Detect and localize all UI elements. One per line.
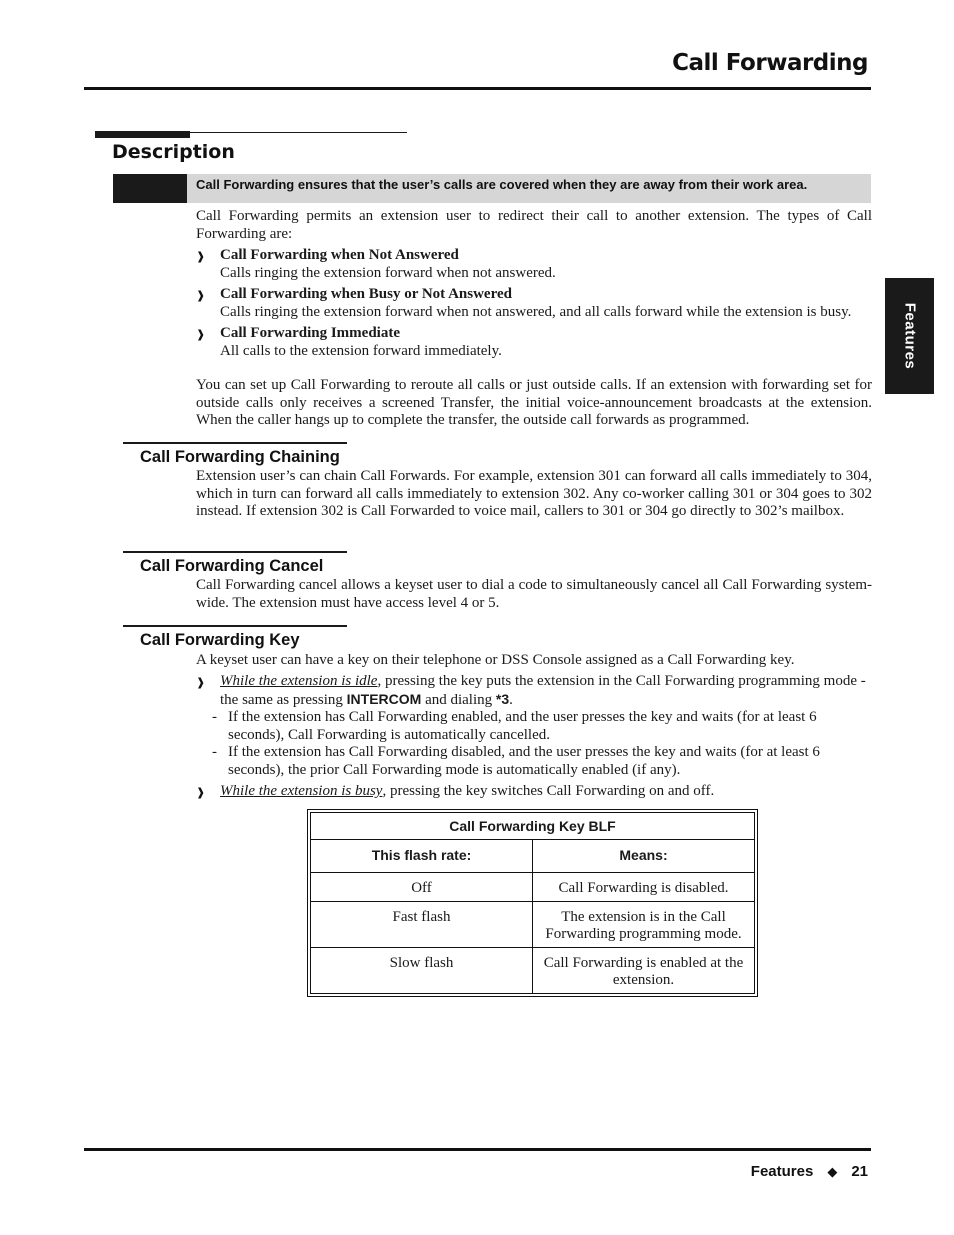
subsection-rule xyxy=(123,551,347,553)
idle-lead: While the extension is idle xyxy=(220,673,378,689)
list-item xyxy=(196,673,872,779)
intercom-key-label: INTERCOM xyxy=(346,690,422,707)
bullet-icon: ❱ xyxy=(196,289,206,302)
idle-text: , pressing the key puts the extension in the Call Forwarding programming mode - the same as pressing xyxy=(220,673,866,708)
subsection-rule xyxy=(123,442,347,444)
key-behaviour-list xyxy=(196,673,872,805)
cell-rate: Off xyxy=(311,873,533,902)
list-item-desc: Calls ringing the extension forward when not answered. xyxy=(220,264,556,281)
list-item-desc: Calls ringing the extension forward when not answered, and all calls forward while the extension is busy. xyxy=(220,303,852,320)
summary-marker xyxy=(113,174,187,203)
list-item xyxy=(196,286,872,321)
types-list xyxy=(196,247,872,364)
diamond-icon: ◆ xyxy=(827,1165,838,1180)
side-tab xyxy=(885,278,934,394)
side-tab-label: Features xyxy=(901,302,918,370)
dash-marker: - xyxy=(212,744,217,760)
outside-calls-paragraph: You can set up Call Forwarding to reroute all calls or just outside calls. If an extension with forwarding set for outside calls only receives a screened Transfer, the initial voice-announcement broadcasts at the extension. When the caller hangs up to complete the transfer, the outside call forwards as programmed. xyxy=(196,377,872,428)
page-number: 21 xyxy=(851,1163,868,1180)
subsection-heading-cancel: Call Forwarding Cancel xyxy=(140,557,324,575)
dash-text: If the extension has Call Forwarding disabled, and the user presses the key and waits (for at least 6 seconds), the prior Call Forwarding mode is automatically enabled (if any). xyxy=(228,744,820,778)
dial-code: *3 xyxy=(495,690,510,707)
column-header-means: Means: xyxy=(533,840,755,873)
subsection-heading-key: Call Forwarding Key xyxy=(140,631,300,649)
idle-text-2: and dialing xyxy=(421,691,496,708)
header-rule xyxy=(84,87,871,90)
section-heading: Description xyxy=(112,141,235,163)
idle-end: . xyxy=(509,691,513,708)
key-intro: A keyset user can have a key on their telephone or DSS Console assigned as a Call Forwarding key. xyxy=(196,652,795,668)
list-item-title: Call Forwarding Immediate xyxy=(220,325,400,341)
list-item xyxy=(196,325,872,360)
cancel-paragraph: Call Forwarding cancel allows a keyset user to dial a code to simultaneously cancel all Call Forwarding system-wide. The extension must have access level 4 or 5. xyxy=(196,577,872,611)
section-rule-thin xyxy=(95,132,407,133)
busy-text: , pressing the key switches Call Forwarding on and off. xyxy=(382,783,715,799)
cell-means: Call Forwarding is disabled. xyxy=(533,873,755,902)
footer-section: Features xyxy=(750,1163,814,1180)
dash-text: If the extension has Call Forwarding enabled, and the user presses the key and waits (for at least 6 seconds), Call Forwarding is automatically cancelled. xyxy=(228,709,817,743)
page-title: Call Forwarding xyxy=(672,50,868,76)
cell-means: The extension is in the Call Forwarding programming mode. xyxy=(533,902,755,948)
intro-paragraph: Call Forwarding permits an extension user to redirect their call to another extension. The types of Call Forwarding are: xyxy=(196,208,872,242)
list-item-title: Call Forwarding when Not Answered xyxy=(220,247,459,263)
column-header-rate: This flash rate: xyxy=(311,840,533,873)
list-item-title: Call Forwarding when Busy or Not Answered xyxy=(220,286,512,302)
dash-marker: - xyxy=(212,709,217,725)
bullet-icon: ❱ xyxy=(196,676,206,689)
dash-item xyxy=(196,709,872,744)
footer xyxy=(751,1163,868,1180)
cell-rate: Slow flash xyxy=(311,948,533,994)
bullet-icon: ❱ xyxy=(196,786,206,799)
bullet-icon: ❱ xyxy=(196,328,206,341)
footer-rule xyxy=(84,1148,871,1151)
cell-rate: Fast flash xyxy=(311,902,533,948)
list-item xyxy=(196,247,872,282)
dash-item xyxy=(196,744,872,779)
summary-banner: Call Forwarding ensures that the user’s calls are covered when they are away from their work area. xyxy=(187,174,871,203)
table-row xyxy=(311,902,755,948)
cell-means: Call Forwarding is enabled at the extension. xyxy=(533,948,755,994)
subsection-rule xyxy=(123,625,347,627)
blf-table xyxy=(307,809,758,997)
list-item-desc: All calls to the extension forward immediately. xyxy=(220,342,502,359)
list-item xyxy=(196,783,872,801)
busy-lead: While the extension is busy xyxy=(220,783,383,799)
chaining-paragraph: Extension user’s can chain Call Forwards. For example, extension 301 can forward all calls immediately to 304, which in turn can forward all calls immediately to extension 302. Any co-worker calling 301 or 304 goes to 302 instead. If extension 302 is Call Forwarded to voice mail, callers to 301 or 304 go directly to 302’s mailbox. xyxy=(196,468,872,519)
table-row xyxy=(311,948,755,994)
bullet-icon: ❱ xyxy=(196,250,206,263)
subsection-heading-chaining: Call Forwarding Chaining xyxy=(140,448,340,466)
table-row xyxy=(311,873,755,902)
table-caption: Call Forwarding Key BLF xyxy=(311,813,755,840)
